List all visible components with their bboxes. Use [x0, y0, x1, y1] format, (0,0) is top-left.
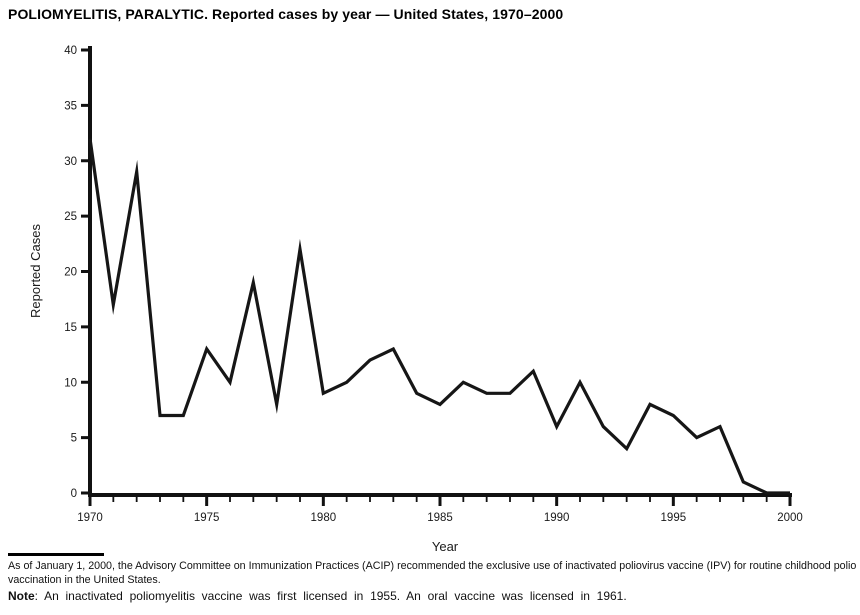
footnote-rule [8, 553, 104, 556]
y-tick-label: 35 [64, 100, 77, 113]
y-tick-label: 15 [64, 321, 77, 334]
x-axis-tick-labels [77, 512, 803, 524]
y-tick-label: 0 [70, 488, 77, 500]
y-tick-label: 30 [64, 155, 77, 168]
reported-cases-series-line [90, 139, 790, 493]
x-tick-label: 2000 [777, 512, 803, 524]
chart-title: POLIOMYELITIS, PARALYTIC. Reported cases by year — United States, 1970–2000 [8, 6, 564, 22]
x-tick-label: 1985 [427, 512, 453, 524]
y-axis [28, 45, 90, 500]
y-tick-label: 20 [64, 266, 77, 279]
y-tick-label: 40 [64, 45, 77, 57]
y-tick-label: 25 [64, 211, 77, 224]
y-axis-title: Reported Cases [28, 224, 43, 318]
note-line [8, 589, 857, 603]
y-tick-label: 10 [64, 377, 77, 390]
x-axis-title: Year [431, 539, 459, 554]
x-tick-label: 1995 [660, 512, 687, 524]
x-tick-label: 1970 [77, 512, 103, 524]
x-tick-label: 1980 [310, 512, 337, 524]
footnote-text: As of January 1, 2000, the Advisory Committee on Immunization Practices (ACIP) recommended the exclusive use of inactivated poliovirus vaccine (IPV) for routine childhood polio vaccination in the United States. [8, 560, 857, 586]
x-tick-label: 1990 [543, 512, 570, 524]
y-tick-label: 5 [70, 432, 77, 445]
y-axis-tick-labels [64, 45, 77, 500]
x-axis-ticks [90, 497, 790, 506]
x-tick-label: 1975 [193, 512, 220, 524]
note-label: Note [8, 589, 35, 603]
note-text: : An inactivated poliomyelitis vaccine was first licensed in 1955. An oral vaccine was licensed in 1961. [34, 589, 627, 603]
x-axis [77, 495, 803, 554]
